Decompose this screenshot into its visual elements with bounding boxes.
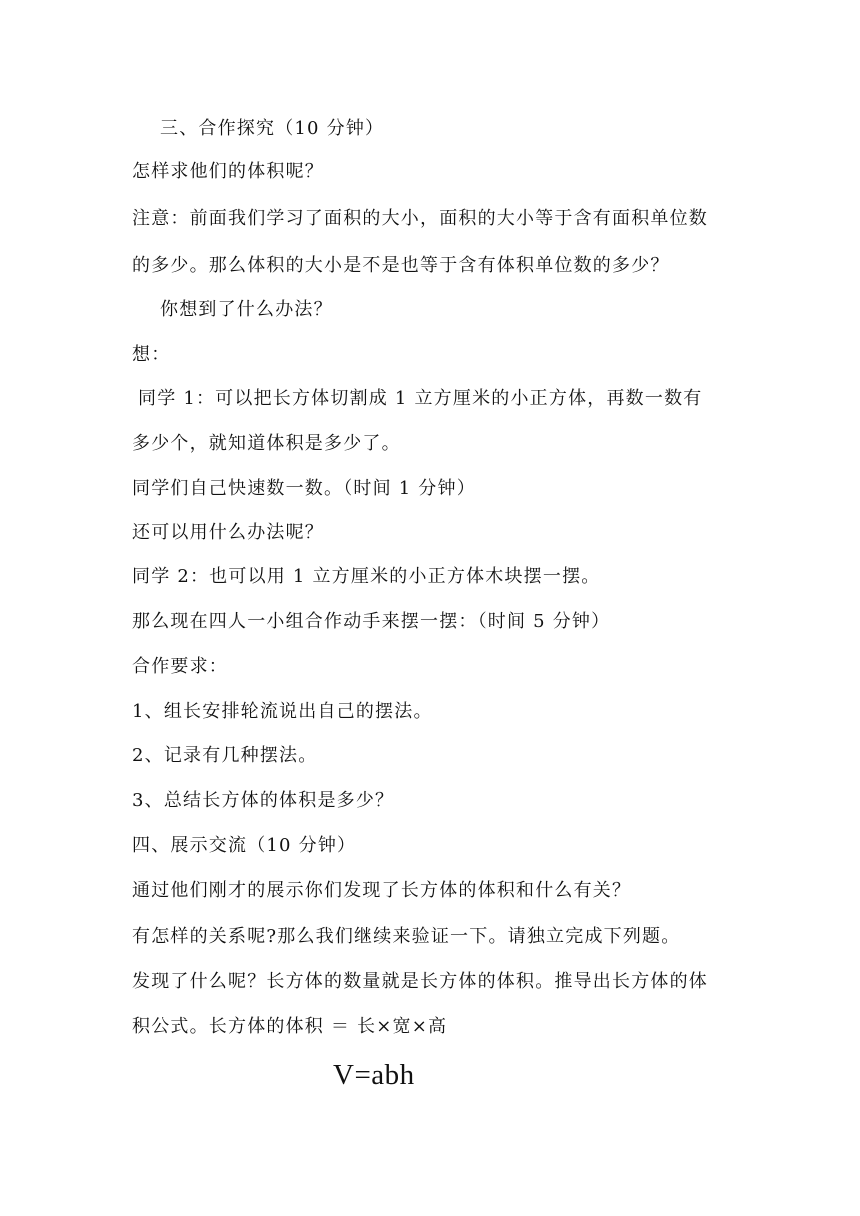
paragraph-line: 同学 1：可以把长方体切割成 1 立方厘米的小正方体，再数一数有 bbox=[138, 388, 703, 409]
paragraph-line: 还可以用什么办法呢？ bbox=[132, 522, 324, 543]
list-item: 2、记录有几种摆法。 bbox=[132, 745, 318, 766]
paragraph-line: 注意：前面我们学习了面积的大小，面积的大小等于含有面积单位数 bbox=[132, 208, 708, 229]
section-heading-presentation: 四、展示交流（10 分钟） bbox=[132, 835, 357, 856]
paragraph-line: 通过他们刚才的展示你们发现了长方体的体积和什么有关？ bbox=[132, 880, 632, 901]
list-item: 1、组长安排轮流说出自己的摆法。 bbox=[132, 701, 433, 722]
paragraph-line: 同学们自己快速数一数。（时间 1 分钟） bbox=[132, 478, 476, 499]
paragraph-line: 那么现在四人一小组合作动手来摆一摆：（时间 5 分钟） bbox=[132, 611, 611, 632]
paragraph-line: 想： bbox=[132, 344, 171, 365]
paragraph-line: 发现了什么呢？长方体的数量就是长方体的体积。推导出长方体的体 bbox=[132, 971, 708, 992]
paragraph-line: 有怎样的关系呢?那么我们继续来验证一下。请独立完成下列题。 bbox=[132, 926, 681, 947]
paragraph-line: 同学 2：也可以用 1 立方厘米的小正方体木块摆一摆。 bbox=[132, 566, 601, 587]
section-heading-cooperative-exploration: 三、合作探究（10 分钟） bbox=[160, 118, 385, 139]
paragraph-line: 怎样求他们的体积呢？ bbox=[132, 161, 324, 182]
paragraph-line: 积公式。长方体的体积 ＝ 长×宽×高 bbox=[132, 1016, 448, 1037]
list-item: 3、总结长方体的体积是多少？ bbox=[132, 790, 395, 811]
paragraph-line: 多少个，就知道体积是多少了。 bbox=[132, 433, 401, 454]
paragraph-line: 合作要求： bbox=[132, 656, 228, 677]
paragraph-line: 你想到了什么办法？ bbox=[160, 299, 333, 320]
paragraph-line: 的多少。那么体积的大小是不是也等于含有体积单位数的多少？ bbox=[132, 255, 670, 276]
volume-formula: V=abh bbox=[333, 1059, 415, 1091]
